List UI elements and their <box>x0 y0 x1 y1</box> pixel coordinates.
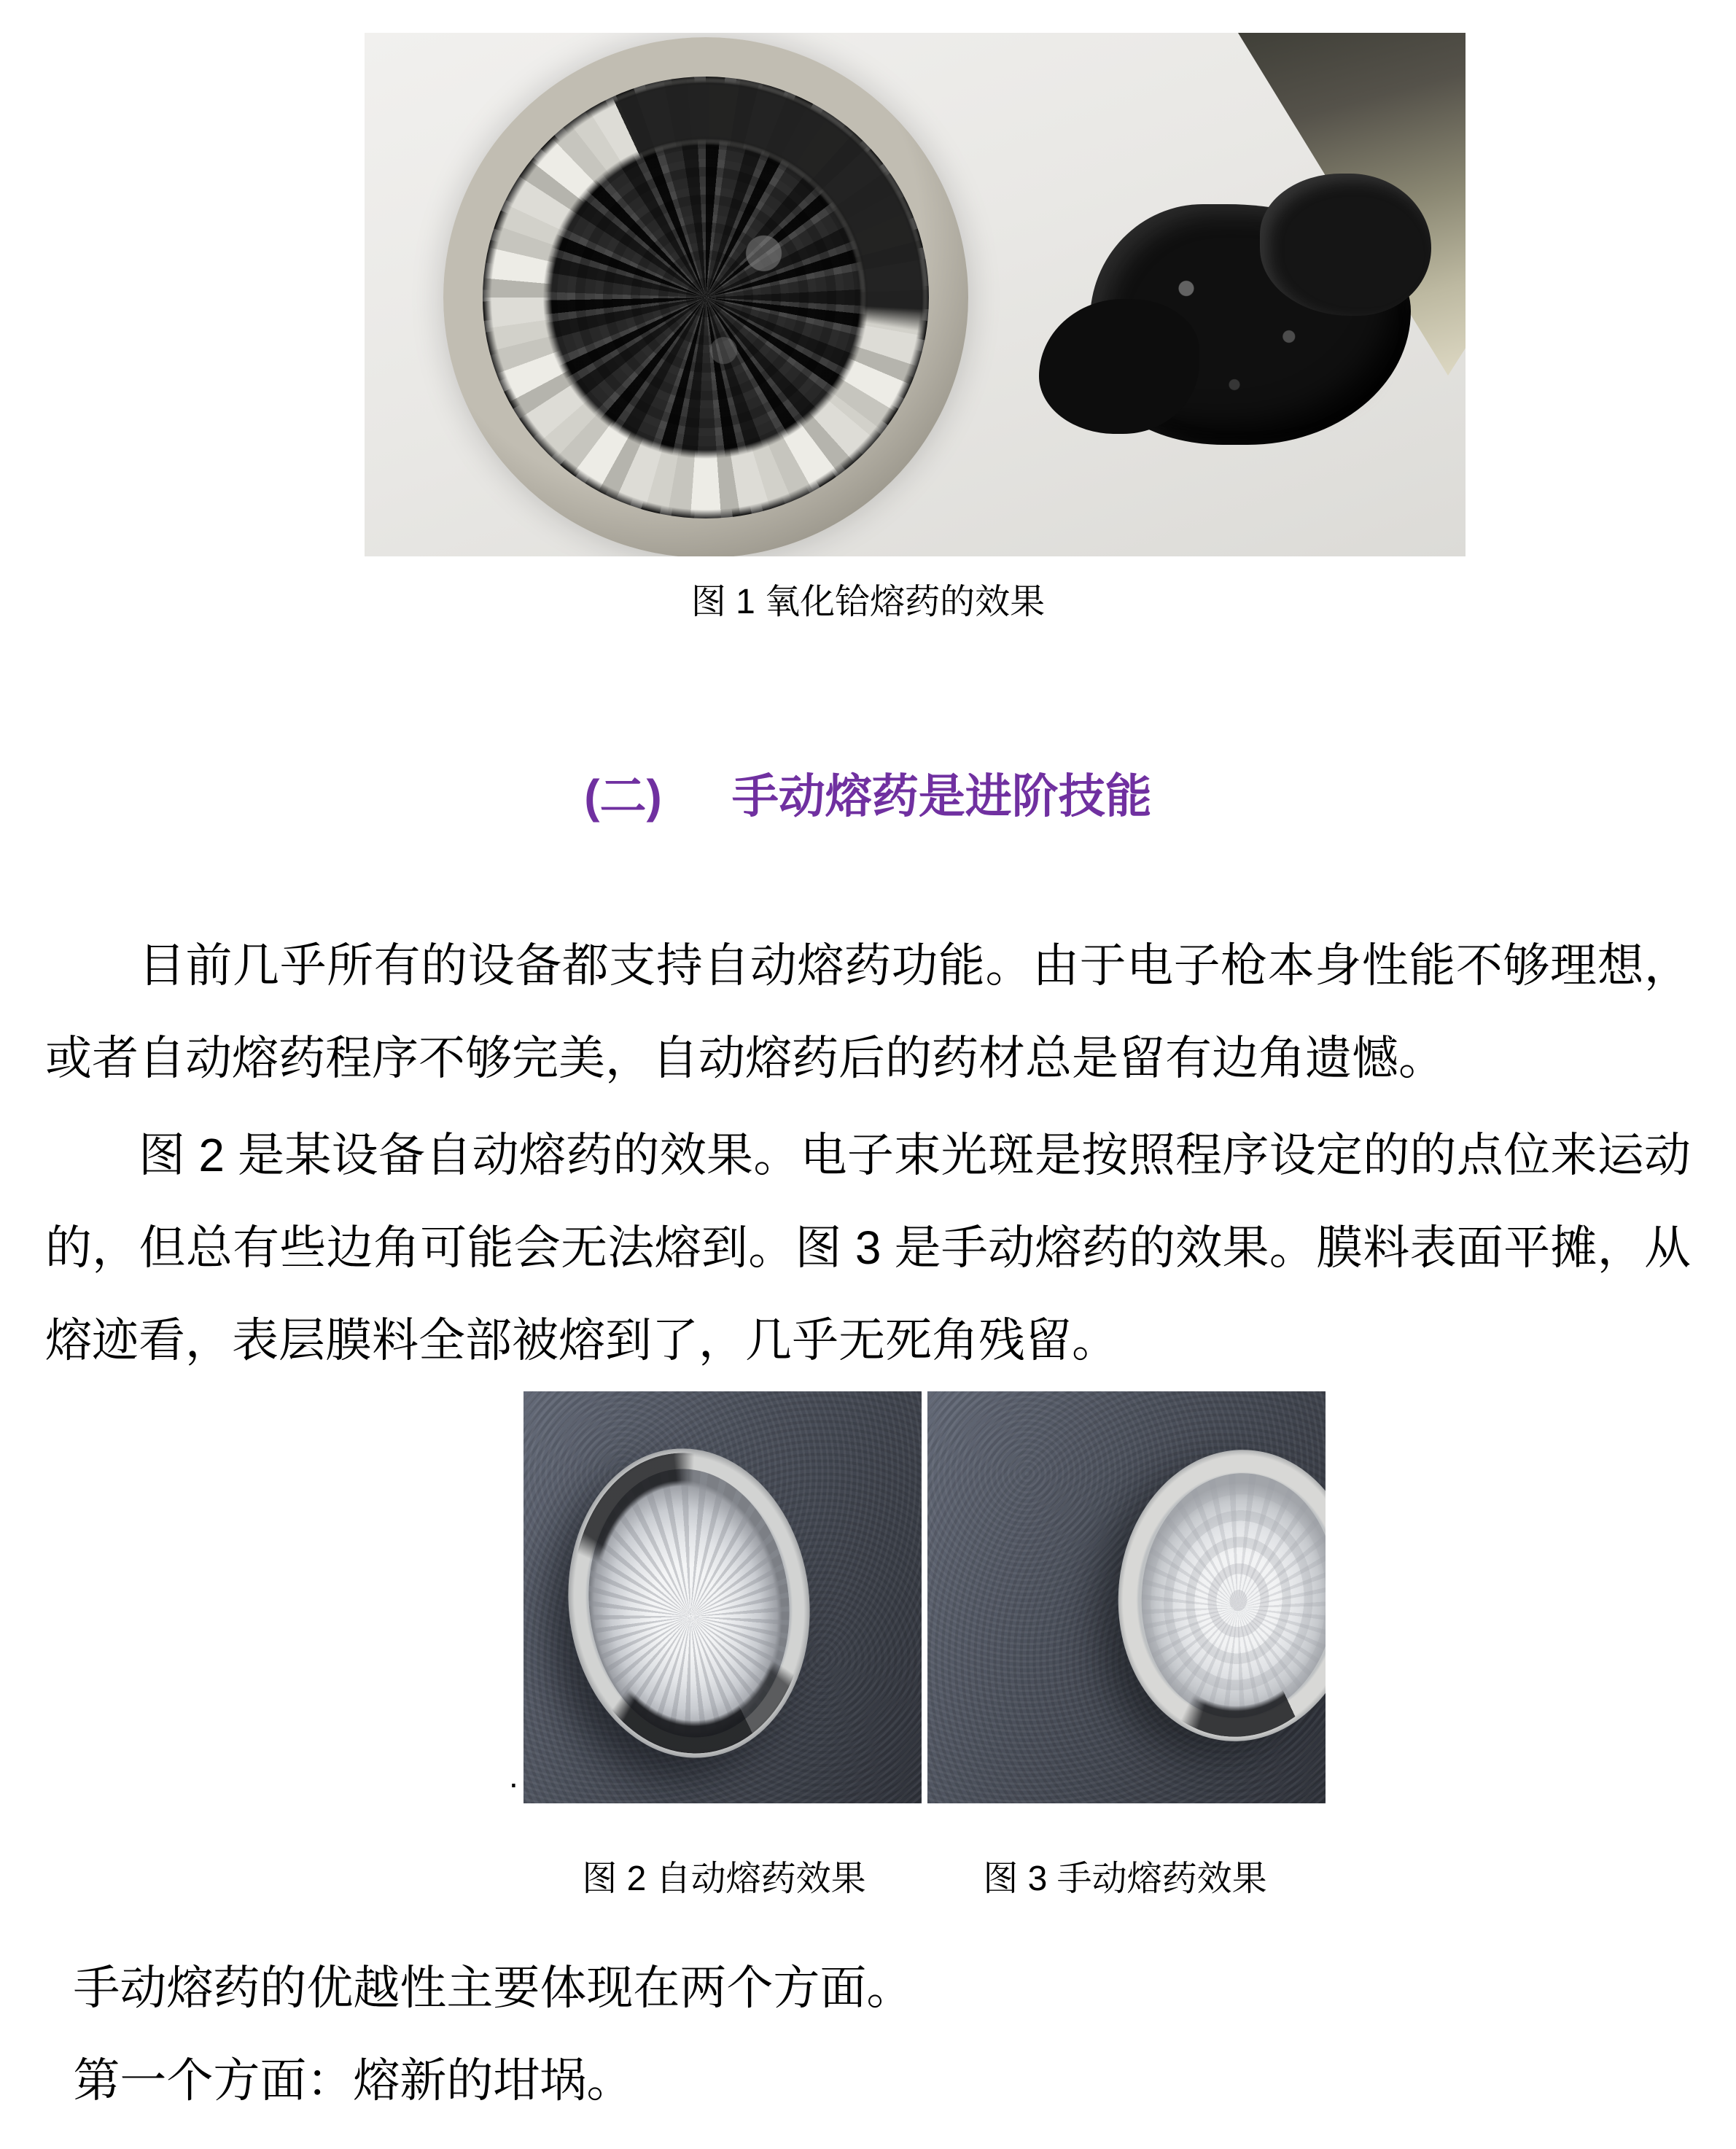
figure3-photo <box>927 1391 1326 1803</box>
figure2-caption: 图 2 自动熔药效果 <box>582 1860 866 1898</box>
crucible-manual-melted <box>1106 1439 1326 1751</box>
paragraph-advantages-intro: 手动熔药的优越性主要体现在两个方面。 <box>73 1962 914 2014</box>
figure3-caption: 图 3 手动熔药效果 <box>983 1860 1267 1898</box>
paragraph-first-aspect: 第一个方面：熔新的坩埚。 <box>73 2054 634 2107</box>
dark-granules-arc <box>483 77 929 518</box>
section-heading <box>0 768 1736 825</box>
paragraph-auto-melting-intro: 目前几乎所有的设备都支持自动熔药功能。由于电子枪本身性能不够理想，或者自动熔药程序不够完美，自动熔药后的药材总是留有边角遗憾。 <box>45 939 1691 1084</box>
figure2-photo <box>523 1391 922 1803</box>
figure1-photo <box>365 33 1466 556</box>
stray-period: . <box>509 1757 518 1795</box>
section-title: 手动熔药是进阶技能 <box>731 770 1152 823</box>
paragraph-figure-comparison: 图 2 是某设备自动熔药的效果。电子束光斑是按照程序设定的的点位来运动的，但总有些边角可能会无法熔到。图 3 是手动熔药的效果。膜料表面平摊，从熔迹看，表层膜料全部被熔到了，几乎无死角残留。 <box>45 1129 1691 1367</box>
figure2-3-photos <box>523 1391 1326 1803</box>
dark-rim-blotches <box>1111 1445 1326 1746</box>
figure1-caption: 图 1 氧化铪熔药的效果 <box>690 583 1046 621</box>
section-number: (二) <box>584 770 662 823</box>
dark-rim-blotches <box>558 1442 820 1765</box>
crucible-auto-melted <box>553 1437 825 1770</box>
crucible-rim <box>443 37 968 556</box>
figure2-3-captions <box>523 1857 1326 1901</box>
